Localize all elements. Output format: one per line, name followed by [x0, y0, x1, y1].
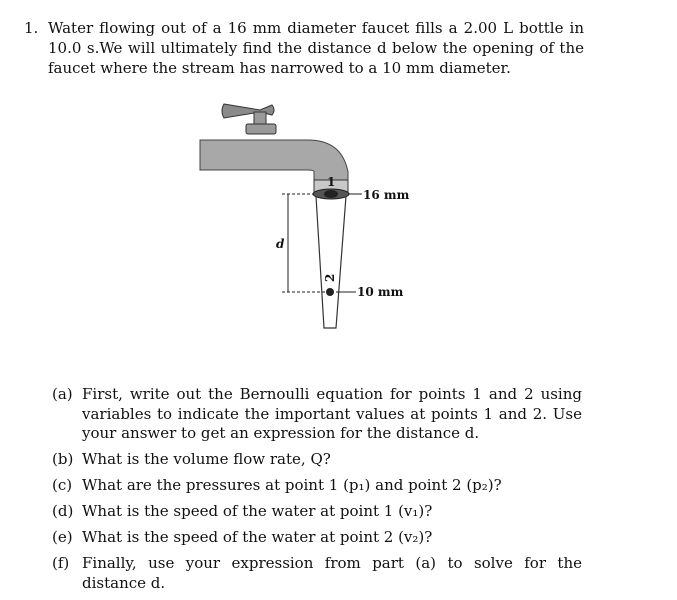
part-a: [52, 385, 582, 444]
part-b: [52, 450, 582, 470]
part-text: What is the speed of the water at point 2 (v₂)?: [82, 528, 433, 546]
faucet-diagram: [190, 96, 450, 346]
part-text: What is the speed of the water at point 1 (v₁)?: [82, 502, 433, 520]
question-parts: [52, 385, 582, 600]
part-text: First, write out the Bernoulli equation for points 1 and 2 using variables to indicate the important values at points 1 and 2. Use your answer to get an expression for the distance d.: [82, 385, 582, 442]
point-1-marker: [324, 190, 338, 198]
faucet-spout: [200, 140, 348, 180]
part-d: [52, 502, 582, 522]
part-letter: (f): [52, 554, 70, 572]
problem-number: 1.: [24, 19, 39, 37]
water-stream: [316, 196, 346, 328]
faucet-figure: [190, 96, 450, 346]
part-letter: (b): [52, 450, 74, 468]
part-text: What are the pressures at point 1 (p₁) and point 2 (p₂)?: [82, 476, 502, 494]
label-16mm: 16 mm: [363, 188, 410, 202]
point-2-marker: [326, 288, 334, 296]
part-letter: (e): [52, 528, 73, 546]
part-letter: (d): [52, 502, 74, 520]
label-d: d: [276, 237, 285, 251]
part-letter: (c): [52, 476, 73, 494]
faucet-stem: [254, 112, 266, 124]
part-letter: (a): [52, 385, 73, 403]
part-c: [52, 476, 582, 496]
point-1-label: 1: [327, 175, 336, 189]
label-10mm: 10 mm: [357, 285, 404, 299]
problem-text: Water flowing out of a 16 mm diameter faucet fills a 2.00 L bottle in 10.0 s.We will ultimately find the distance d below the opening of the faucet where the stream has narrowed to a 10 mm diameter.: [48, 19, 584, 77]
point-2-label: 2: [323, 273, 337, 282]
problem-statement: [24, 18, 584, 78]
part-e: [52, 528, 582, 548]
faucet-bonnet: [246, 124, 276, 134]
part-text: Finally, use your expression from part (a) to solve for the distance d.: [82, 554, 582, 592]
part-f: [52, 554, 582, 593]
part-text: What is the volume flow rate, Q?: [82, 450, 331, 468]
